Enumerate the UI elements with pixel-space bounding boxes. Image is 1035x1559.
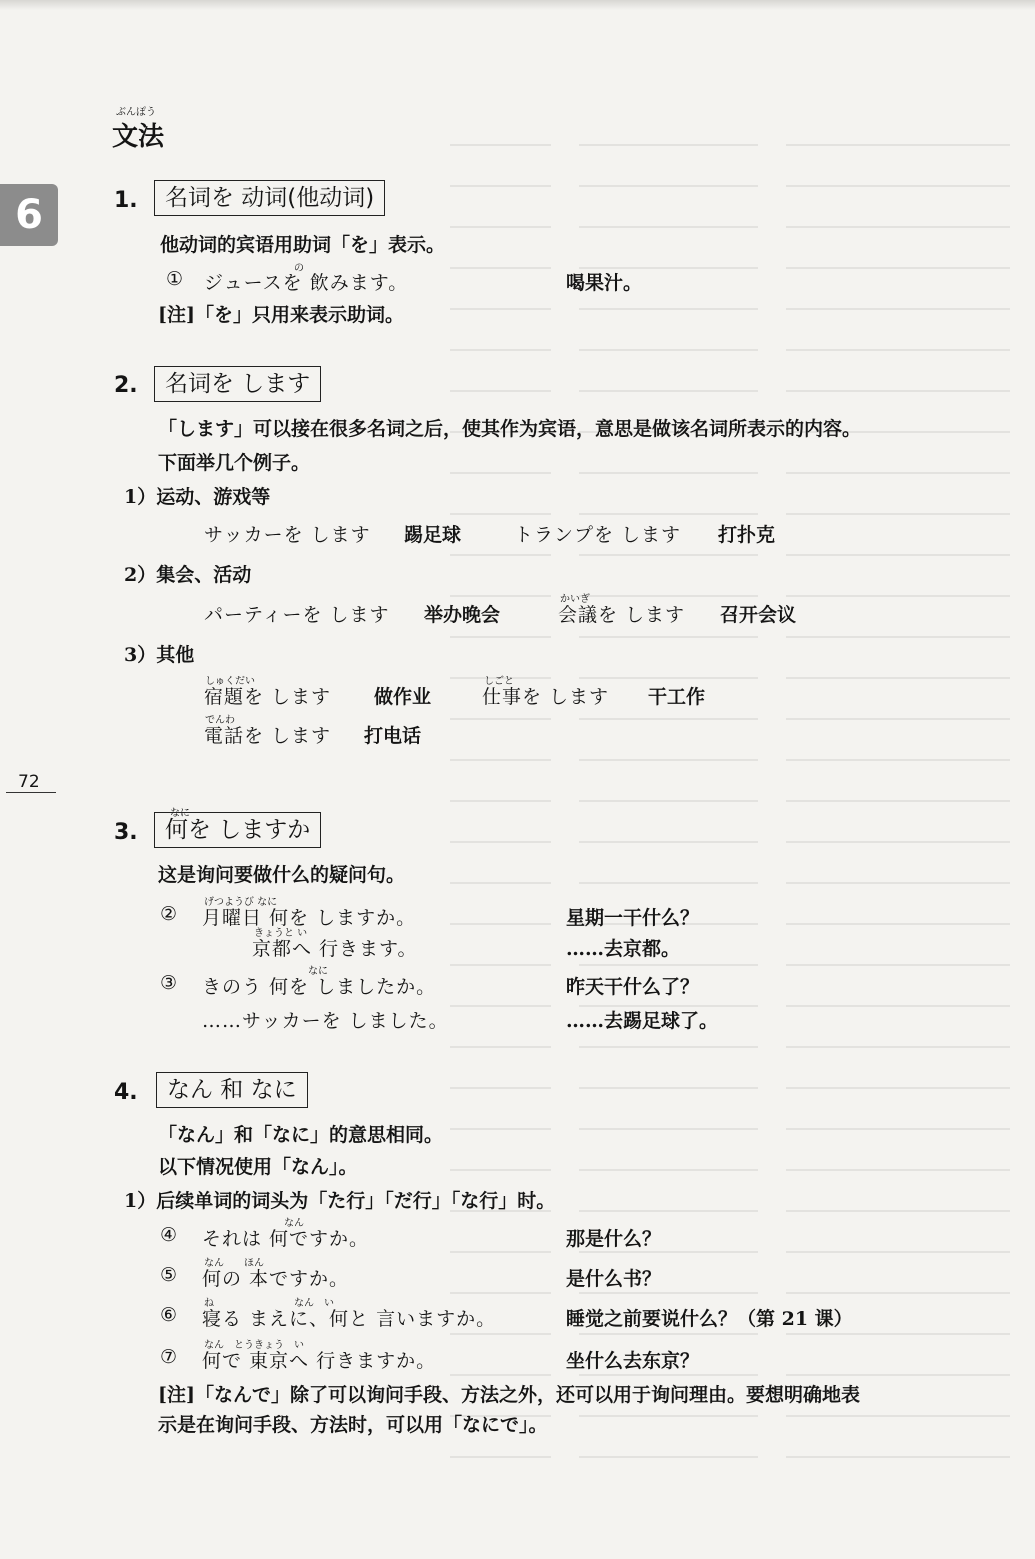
s1-description: 他动词的宾语用助词「を」表示。 xyxy=(160,234,446,256)
s4-ex4-jp: それは 何ですか。 xyxy=(202,1228,370,1250)
s1-note: [注]「を」只用来表示助词。 xyxy=(158,304,404,326)
s2-cat3-a-jp: 宿題を します xyxy=(204,686,332,708)
s3-ex3-zh: 昨天干什么了？ xyxy=(566,976,700,998)
s2-description-2: 下面举几个例子。 xyxy=(158,452,311,474)
s2-category-1: 1）运动、游戏等 xyxy=(124,486,271,508)
s3-box-ruby: なに xyxy=(170,808,190,819)
s3-heading-box: 何を しますか xyxy=(154,812,321,848)
s3-ex2-zh: 星期一干什么？ xyxy=(566,907,700,929)
s2-cat1-a-zh: 踢足球 xyxy=(404,524,462,546)
section-title-ruby: ぶんぽう xyxy=(116,107,156,118)
s4-ex5-ruby: なん ほん xyxy=(204,1258,264,1269)
s1-ex1-ruby: の xyxy=(294,263,304,274)
s2-cat2-a-zh: 举办晚会 xyxy=(424,604,501,626)
s1-ex1-mark: ① xyxy=(166,268,184,290)
s2-cat3-a-ruby: しゅくだい xyxy=(205,676,255,687)
s3-description: 这是询问要做什么的疑问句。 xyxy=(158,864,406,886)
s3-ex3-mark: ③ xyxy=(160,972,178,994)
s2-cat3-b-zh: 干工作 xyxy=(648,686,706,708)
page-number: 72 xyxy=(18,772,40,792)
s4-ex7-jp: 何で 東京へ 行きますか。 xyxy=(202,1350,437,1372)
s2-cat2-a-jp: パーティーを します xyxy=(204,604,390,626)
s3-ex3b-zh: ……去踢足球了。 xyxy=(566,1010,719,1032)
s4-category-1: 1）后续单词的词头为「た行」「だ行」「な行」时。 xyxy=(124,1190,556,1212)
s3-ex2b-jp: 京都へ 行きます。 xyxy=(252,938,418,960)
s4-note-line-1: [注]「なんで」除了可以询问手段、方法之外，还可以用于询问理由。要想明确地表 xyxy=(158,1384,860,1406)
s1-ex1-jp: ジュースを 飲みます。 xyxy=(204,272,409,294)
s4-note-line-2: 示是在询问手段、方法时，可以用「なにで」。 xyxy=(158,1414,548,1436)
s3-ex2-jp: 月曜日 何を しますか。 xyxy=(202,907,417,929)
s1-number: 1. xyxy=(114,188,138,213)
s4-ex4-mark: ④ xyxy=(160,1224,178,1246)
s2-cat2-b-jp: 会議を します xyxy=(558,604,686,626)
page-number-rule xyxy=(6,792,56,793)
s4-ex7-zh: 坐什么去东京？ xyxy=(566,1350,700,1372)
s2-cat3-c-ruby: でんわ xyxy=(205,715,235,726)
s2-cat1-b-jp: トランプを します xyxy=(514,524,682,546)
s2-cat2-b-zh: 召开会议 xyxy=(720,604,797,626)
s2-cat1-b-zh: 打扑克 xyxy=(718,524,776,546)
section-title: 文法 xyxy=(112,122,165,152)
s3-ex2b-zh: ……去京都。 xyxy=(566,938,681,960)
s3-ex3-ruby: なに xyxy=(308,966,328,977)
s2-cat3-b-jp: 仕事を します xyxy=(482,686,610,708)
s2-cat3-c-zh: 打电话 xyxy=(364,725,422,747)
s4-ex7-mark: ⑦ xyxy=(160,1346,178,1368)
s4-description-1: 「なん」和「なに」的意思相同。 xyxy=(158,1124,444,1146)
s2-description-1: 「します」可以接在很多名词之后，使其作为宾语，意思是做该名词所表示的内容。 xyxy=(158,418,862,440)
s4-ex5-zh: 是什么书？ xyxy=(566,1268,662,1290)
s3-ex3b-jp: ……サッカーを しました。 xyxy=(202,1010,449,1032)
s4-ex4-zh: 那是什么？ xyxy=(566,1228,662,1250)
s4-heading-box: なん 和 なに xyxy=(156,1072,308,1108)
chapter-tab: 6 xyxy=(0,184,58,246)
s3-ex3-jp: きのう 何を しましたか。 xyxy=(202,976,437,998)
s3-ex2-mark: ② xyxy=(160,903,178,925)
s4-description-2: 以下情况使用「なん」。 xyxy=(158,1156,358,1178)
s4-ex4-ruby: なん xyxy=(284,1218,304,1229)
s3-number: 3. xyxy=(114,820,138,845)
s2-cat3-a-zh: 做作业 xyxy=(374,686,432,708)
s4-ex6-mark: ⑥ xyxy=(160,1304,178,1326)
s4-ex5-mark: ⑤ xyxy=(160,1264,178,1286)
s4-number: 4. xyxy=(114,1080,138,1105)
s2-category-3: 3）其他 xyxy=(124,644,195,666)
s2-cat3-c-jp: 電話を します xyxy=(204,725,332,747)
s4-ex6-jp: 寝る まえに、何と 言いますか。 xyxy=(202,1308,497,1330)
s2-cat1-a-jp: サッカーを します xyxy=(204,524,371,546)
s1-ex1-zh: 喝果汁。 xyxy=(566,272,643,294)
s4-ex6-zh: 睡觉之前要说什么？（第 21 课） xyxy=(566,1308,853,1330)
bleed-through-text xyxy=(450,110,1010,1490)
s3-ex2b-ruby: きょうと い xyxy=(254,928,308,939)
s3-ex2-ruby: げつようび なに xyxy=(204,897,278,908)
s2-cat2-b-ruby: かいぎ xyxy=(560,594,590,605)
s2-cat3-b-ruby: しごと xyxy=(484,676,514,687)
s2-number: 2. xyxy=(114,373,138,398)
s4-ex6-ruby: ね なん い xyxy=(204,1298,334,1309)
s4-ex5-jp: 何の 本ですか。 xyxy=(202,1268,350,1290)
s1-heading-box: 名词を 动词(他动词) xyxy=(154,180,385,216)
s4-ex7-ruby: なん とうきょう い xyxy=(204,1340,304,1351)
s2-heading-box: 名词を します xyxy=(154,366,321,402)
s2-category-2: 2）集会、活动 xyxy=(124,564,252,586)
scan-edge xyxy=(0,0,1035,10)
